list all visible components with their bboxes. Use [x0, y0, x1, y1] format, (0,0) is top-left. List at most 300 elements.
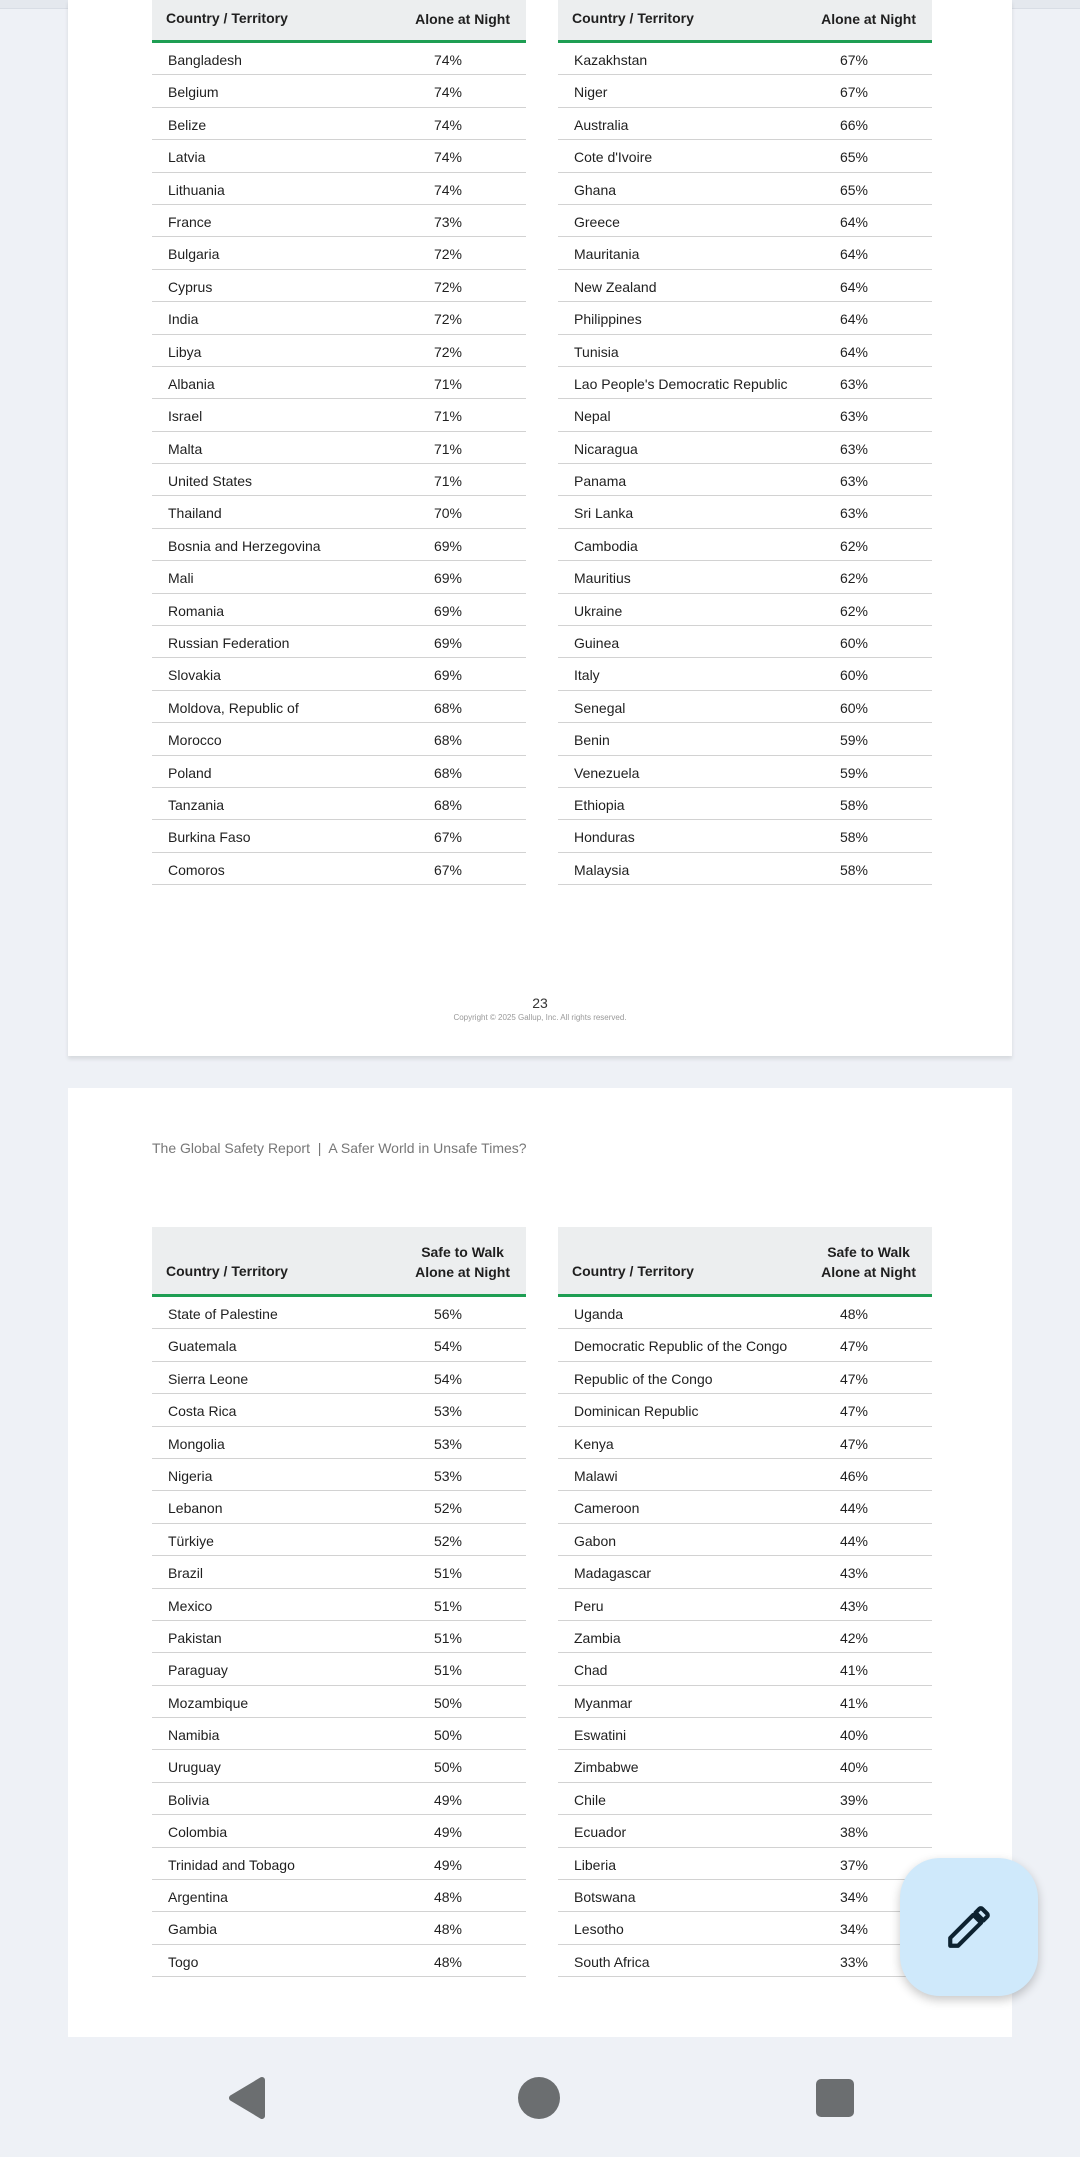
table-row [558, 1750, 932, 1782]
country-cell: Greece [574, 213, 620, 230]
value-cell: 33% [839, 1953, 869, 1970]
table-row [558, 75, 932, 107]
table-row [558, 820, 932, 852]
country-cell: Argentina [168, 1889, 228, 1906]
value-cell: 72% [433, 278, 463, 295]
country-cell: Ethiopia [574, 796, 625, 813]
value-cell: 48% [433, 1953, 463, 1970]
table-row [558, 594, 932, 626]
table-row [558, 237, 932, 269]
value-cell: 63% [839, 473, 869, 490]
country-cell: Cameroon [574, 1500, 640, 1517]
value-cell: 62% [839, 570, 869, 587]
table-row [558, 432, 932, 464]
country-cell: Kenya [574, 1435, 614, 1452]
value-cell: 63% [839, 408, 869, 425]
table-row [558, 561, 932, 593]
page-number: 23 [532, 995, 548, 1011]
value-cell: 71% [433, 408, 463, 425]
country-cell: Mali [168, 570, 194, 587]
value-cell: 51% [433, 1629, 463, 1646]
table-row [558, 529, 932, 561]
header-country: Country / Territory [572, 1263, 694, 1279]
value-cell: 69% [433, 570, 463, 587]
value-cell: 58% [839, 861, 869, 878]
value-cell: 69% [433, 602, 463, 619]
country-cell: Chile [574, 1791, 606, 1808]
country-cell: Belgium [168, 84, 219, 101]
table-row [152, 399, 526, 431]
table-row [152, 432, 526, 464]
table-row [558, 1718, 932, 1750]
country-cell: Bolivia [168, 1791, 210, 1808]
value-cell: 49% [433, 1791, 463, 1808]
country-cell: Bangladesh [168, 52, 242, 68]
value-cell: 65% [839, 149, 869, 166]
value-cell: 70% [433, 505, 463, 522]
value-cell: 38% [839, 1824, 869, 1841]
value-cell: 64% [839, 213, 869, 230]
country-cell: United States [168, 473, 253, 490]
back-icon[interactable] [226, 2076, 266, 2120]
value-cell: 66% [839, 116, 869, 133]
value-cell: 60% [839, 699, 869, 716]
value-cell: 50% [433, 1727, 463, 1744]
table-row [558, 756, 932, 788]
value-cell: 52% [433, 1500, 463, 1517]
country-cell: Nicaragua [574, 440, 638, 457]
value-cell: 48% [433, 1921, 463, 1938]
value-cell: 64% [839, 343, 869, 360]
country-cell: Türkiye [168, 1532, 214, 1549]
table-row [558, 1783, 932, 1815]
country-cell: Mauritania [574, 246, 640, 263]
value-cell: 41% [839, 1662, 869, 1679]
country-cell: Mozambique [168, 1694, 249, 1711]
value-cell: 58% [839, 829, 869, 846]
document-page-23 [68, 0, 1012, 1056]
table-row [152, 108, 526, 140]
table-row [152, 788, 526, 820]
table-row [152, 1621, 526, 1653]
country-cell: Cyprus [168, 278, 213, 295]
table-row [152, 1912, 526, 1944]
country-cell: Chad [574, 1662, 608, 1679]
header-value-line1: Safe to Walk [421, 1244, 504, 1260]
value-cell: 64% [839, 311, 869, 328]
table-row [558, 658, 932, 690]
copyright-notice: Copyright © 2025 Gallup, Inc. All rights reserved. [453, 1013, 627, 1022]
country-cell: South Africa [574, 1953, 650, 1970]
table-row [152, 1556, 526, 1588]
country-cell: Guinea [574, 635, 620, 652]
recent-apps-icon[interactable] [816, 2079, 854, 2117]
country-cell: Russian Federation [168, 635, 290, 652]
country-cell: Lithuania [168, 181, 225, 198]
table-row [152, 173, 526, 205]
table-row [152, 1427, 526, 1459]
table-row [558, 1621, 932, 1653]
table-row [152, 1362, 526, 1394]
value-cell: 46% [839, 1467, 869, 1484]
table-row [152, 205, 526, 237]
country-cell: Sierra Leone [168, 1370, 249, 1387]
country-cell: Uganda [574, 1306, 624, 1322]
value-cell: 47% [839, 1338, 869, 1355]
table-row [558, 335, 932, 367]
value-cell: 49% [433, 1856, 463, 1873]
table-header [558, 0, 932, 43]
table-row [152, 691, 526, 723]
table-row [152, 1718, 526, 1750]
table-left-page-24 [152, 1227, 526, 1977]
country-cell: France [168, 213, 212, 230]
table-row [558, 1556, 932, 1588]
table-row [152, 496, 526, 528]
country-cell: Senegal [574, 699, 626, 716]
country-cell: Libya [168, 343, 202, 360]
value-cell: 71% [433, 473, 463, 490]
value-cell: 41% [839, 1694, 869, 1711]
table-row [558, 1491, 932, 1523]
value-cell: 53% [433, 1403, 463, 1420]
value-cell: 47% [839, 1370, 869, 1387]
value-cell: 68% [433, 764, 463, 781]
value-cell: 60% [839, 667, 869, 684]
country-cell: India [168, 311, 199, 328]
country-cell: Australia [574, 116, 629, 133]
value-cell: 42% [839, 1629, 869, 1646]
table-right-page-24 [558, 1227, 932, 1977]
home-icon[interactable] [518, 2077, 560, 2119]
header-value: Alone at Night [415, 11, 510, 27]
table-body [558, 1297, 932, 1977]
table-row [152, 853, 526, 885]
country-cell: Madagascar [574, 1565, 652, 1582]
table-row [558, 302, 932, 334]
country-cell: Peru [574, 1597, 604, 1614]
value-cell: 50% [433, 1694, 463, 1711]
table-row [152, 367, 526, 399]
table-row [558, 1427, 932, 1459]
country-cell: Albania [168, 375, 215, 392]
value-cell: 73% [433, 213, 463, 230]
table-row [152, 1945, 526, 1977]
value-cell: 63% [839, 440, 869, 457]
country-cell: Lesotho [574, 1921, 624, 1938]
value-cell: 49% [433, 1824, 463, 1841]
value-cell: 62% [839, 537, 869, 554]
country-cell: Gabon [574, 1532, 617, 1549]
table-row [152, 1750, 526, 1782]
table-row [558, 270, 932, 302]
running-header: The Global Safety Report | A Safer World in Unsafe Times? [152, 1140, 527, 1156]
table-row [558, 205, 932, 237]
value-cell: 34% [839, 1889, 869, 1906]
country-cell: Kazakhstan [574, 52, 648, 68]
table-row [152, 1686, 526, 1718]
table-row [558, 1329, 932, 1361]
header-value [415, 1242, 510, 1282]
value-cell: 60% [839, 635, 869, 652]
country-cell: Latvia [168, 149, 206, 166]
value-cell: 53% [433, 1467, 463, 1484]
value-cell: 68% [433, 699, 463, 716]
value-cell: 48% [433, 1889, 463, 1906]
value-cell: 62% [839, 602, 869, 619]
table-row [152, 43, 526, 75]
country-cell: Nigeria [168, 1467, 213, 1484]
country-cell: Poland [168, 764, 212, 781]
country-cell: Moldova, Republic of [168, 699, 299, 716]
country-cell: Mauritius [574, 570, 631, 587]
value-cell: 74% [433, 52, 463, 68]
country-cell: Thailand [168, 505, 222, 522]
table-row [152, 658, 526, 690]
table-header [152, 0, 526, 43]
table-row [152, 756, 526, 788]
country-cell: Eswatini [574, 1727, 627, 1744]
value-cell: 69% [433, 537, 463, 554]
country-cell: Panama [574, 473, 627, 490]
value-cell: 47% [839, 1403, 869, 1420]
value-cell: 69% [433, 635, 463, 652]
country-cell: Mongolia [168, 1435, 225, 1452]
value-cell: 67% [433, 861, 463, 878]
country-cell: Colombia [168, 1824, 228, 1841]
table-row [558, 496, 932, 528]
value-cell: 68% [433, 732, 463, 749]
table-row [152, 140, 526, 172]
country-cell: Philippines [574, 311, 642, 328]
value-cell: 74% [433, 149, 463, 166]
value-cell: 74% [433, 181, 463, 198]
value-cell: 51% [433, 1597, 463, 1614]
country-cell: Republic of the Congo [574, 1370, 713, 1387]
table-header [152, 1227, 526, 1297]
country-cell: Mexico [168, 1597, 213, 1614]
table-row [558, 1815, 932, 1847]
country-cell: Niger [574, 84, 608, 101]
table-row [558, 853, 932, 885]
value-cell: 74% [433, 84, 463, 101]
table-row [558, 464, 932, 496]
value-cell: 67% [433, 829, 463, 846]
table-row [152, 1783, 526, 1815]
table-body [558, 43, 932, 885]
country-cell: Benin [574, 732, 610, 749]
country-cell: Belize [168, 116, 207, 133]
value-cell: 53% [433, 1435, 463, 1452]
table-row [152, 1297, 526, 1329]
country-cell: Zimbabwe [574, 1759, 639, 1776]
table-row [558, 108, 932, 140]
header-value-line2: Alone at Night [415, 1264, 510, 1280]
country-cell: Lebanon [168, 1500, 223, 1517]
country-cell: Tunisia [574, 343, 619, 360]
value-cell: 67% [839, 52, 869, 68]
country-cell: Malawi [574, 1467, 618, 1484]
value-cell: 63% [839, 375, 869, 392]
country-cell: Burkina Faso [168, 829, 251, 846]
table-row [152, 1524, 526, 1556]
table-row [558, 1459, 932, 1491]
value-cell: 64% [839, 246, 869, 263]
country-cell: Slovakia [168, 667, 221, 684]
value-cell: 68% [433, 796, 463, 813]
country-cell: Uruguay [168, 1759, 221, 1776]
country-cell: Malta [168, 440, 203, 457]
country-cell: New Zealand [574, 278, 657, 295]
table-row [558, 723, 932, 755]
value-cell: 67% [839, 84, 869, 101]
table-row [558, 1653, 932, 1685]
country-cell: Venezuela [574, 764, 640, 781]
country-cell: Myanmar [574, 1694, 633, 1711]
table-row [152, 529, 526, 561]
value-cell: 51% [433, 1565, 463, 1582]
country-cell: Trinidad and Tobago [168, 1856, 295, 1873]
table-row [558, 691, 932, 723]
table-right-page-23 [558, 0, 932, 885]
country-cell: Honduras [574, 829, 635, 846]
value-cell: 50% [433, 1759, 463, 1776]
edit-fab-button[interactable] [900, 1858, 1038, 1996]
country-cell: State of Palestine [168, 1306, 278, 1322]
table-row [152, 1491, 526, 1523]
table-left-page-23 [152, 0, 526, 885]
table-row [558, 173, 932, 205]
value-cell: 34% [839, 1921, 869, 1938]
value-cell: 59% [839, 764, 869, 781]
table-row [558, 1880, 932, 1912]
table-row [558, 1589, 932, 1621]
country-cell: Malaysia [574, 861, 630, 878]
table-row [558, 1362, 932, 1394]
value-cell: 40% [839, 1759, 869, 1776]
value-cell: 59% [839, 732, 869, 749]
country-cell: Comoros [168, 861, 225, 878]
header-country: Country / Territory [572, 10, 694, 26]
country-cell: Liberia [574, 1856, 617, 1873]
country-cell: Morocco [168, 732, 222, 749]
country-cell: Ecuador [574, 1824, 627, 1841]
value-cell: 72% [433, 311, 463, 328]
table-row [558, 1524, 932, 1556]
value-cell: 71% [433, 440, 463, 457]
table-row [558, 399, 932, 431]
table-body [152, 1297, 526, 1977]
table-row [152, 626, 526, 658]
header-country: Country / Territory [166, 10, 288, 26]
value-cell: 44% [839, 1500, 869, 1517]
value-cell: 43% [839, 1597, 869, 1614]
value-cell: 40% [839, 1727, 869, 1744]
table-row [152, 1848, 526, 1880]
table-row [152, 237, 526, 269]
country-cell: Dominican Republic [574, 1403, 699, 1420]
country-cell: Zambia [574, 1629, 621, 1646]
table-row [152, 1329, 526, 1361]
table-row [152, 335, 526, 367]
table-row [558, 1848, 932, 1880]
country-cell: Tanzania [168, 796, 225, 813]
country-cell: Romania [168, 602, 225, 619]
table-row [558, 626, 932, 658]
table-row [558, 140, 932, 172]
table-row [152, 1589, 526, 1621]
country-cell: Costa Rica [168, 1403, 237, 1420]
table-row [152, 1880, 526, 1912]
table-body [152, 43, 526, 885]
country-cell: Bosnia and Herzegovina [168, 537, 321, 554]
value-cell: 48% [839, 1306, 869, 1322]
value-cell: 64% [839, 278, 869, 295]
value-cell: 65% [839, 181, 869, 198]
value-cell: 72% [433, 343, 463, 360]
country-cell: Botswana [574, 1889, 636, 1906]
table-row [152, 723, 526, 755]
country-cell: Democratic Republic of the Congo [574, 1338, 788, 1355]
table-row [152, 1394, 526, 1426]
header-country: Country / Territory [166, 1263, 288, 1279]
value-cell: 72% [433, 246, 463, 263]
table-row [152, 1653, 526, 1685]
table-header [558, 1227, 932, 1297]
value-cell: 69% [433, 667, 463, 684]
table-row [152, 820, 526, 852]
pencil-icon [944, 1902, 994, 1952]
table-row [152, 75, 526, 107]
table-row [558, 1945, 932, 1977]
table-row [558, 788, 932, 820]
country-cell: Bulgaria [168, 246, 220, 263]
table-row [558, 1912, 932, 1944]
table-row [558, 367, 932, 399]
header-value: Alone at Night [821, 11, 916, 27]
country-cell: Cote d'Ivoire [574, 149, 653, 166]
value-cell: 52% [433, 1532, 463, 1549]
country-cell: Brazil [168, 1565, 204, 1582]
table-row [152, 464, 526, 496]
country-cell: Pakistan [168, 1629, 222, 1646]
table-row [152, 594, 526, 626]
value-cell: 56% [433, 1306, 463, 1322]
country-cell: Italy [574, 667, 600, 684]
table-row [558, 1297, 932, 1329]
country-cell: Togo [168, 1953, 199, 1970]
value-cell: 39% [839, 1791, 869, 1808]
value-cell: 54% [433, 1370, 463, 1387]
value-cell: 37% [839, 1856, 869, 1873]
header-value [821, 1242, 916, 1282]
value-cell: 51% [433, 1662, 463, 1679]
header-value-line2: Alone at Night [821, 1264, 916, 1280]
country-cell: Sri Lanka [574, 505, 634, 522]
table-row [152, 270, 526, 302]
value-cell: 58% [839, 796, 869, 813]
country-cell: Namibia [168, 1727, 220, 1744]
value-cell: 43% [839, 1565, 869, 1582]
document-page-24 [68, 1088, 1012, 2037]
country-cell: Ghana [574, 181, 617, 198]
header-value-line1: Safe to Walk [827, 1244, 910, 1260]
country-cell: Lao People's Democratic Republic [574, 375, 788, 392]
table-row [558, 1686, 932, 1718]
value-cell: 74% [433, 116, 463, 133]
country-cell: Paraguay [168, 1662, 228, 1679]
value-cell: 44% [839, 1532, 869, 1549]
